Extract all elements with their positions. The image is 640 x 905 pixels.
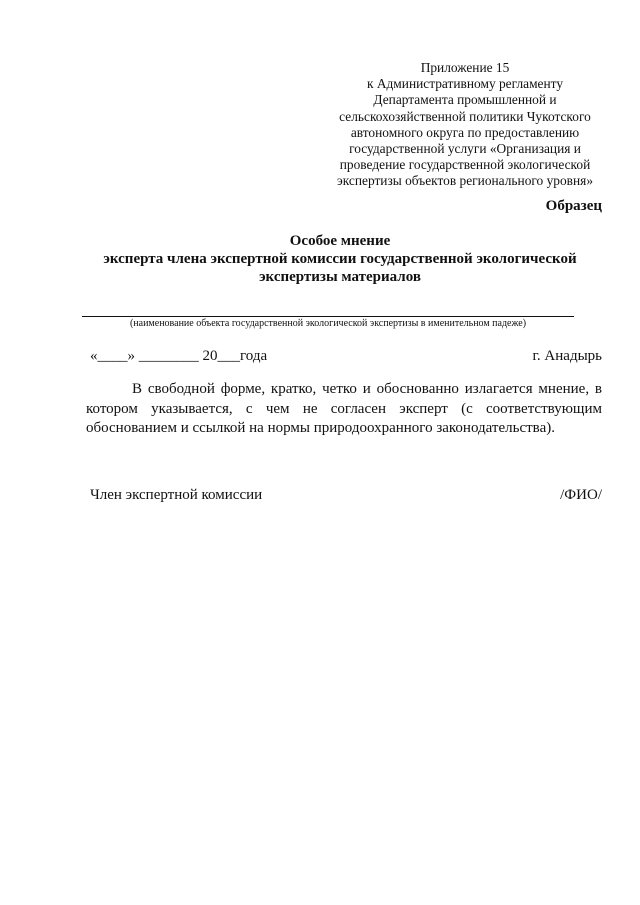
sample-label: Образец [545,198,602,214]
appendix-line: Департамента промышленной и [373,92,557,108]
object-name-underline [82,316,574,317]
document-title [40,232,640,286]
appendix-line: к Административному регламенту [366,76,564,92]
city-name: г. Анадырь [532,348,602,364]
title-line: экспертизы материалов [259,269,421,285]
appendix-line: государственной услуги «Организация и [349,141,581,157]
appendix-header [330,60,600,190]
commission-member-label: Член экспертной комиссии [90,487,263,503]
body-line: котором указывается, с чем не согласен эксперт (с соответствующим [86,400,602,417]
body-paragraph [86,380,602,439]
body-line: В свободной форме, кратко, четко и обоснованно излагается мнение, в [132,381,602,397]
date-line: «____» ________ 20___года [90,348,268,364]
body-line: обоснованием и ссылкой на нормы природоохранного законодательства). [86,420,555,436]
title-line: Особое мнение [289,233,391,249]
appendix-line: экспертизы объектов регионального уровня» [336,173,594,189]
appendix-line: сельскохозяйственной политики Чукотского [339,108,591,124]
title-line: эксперта члена экспертной комиссии государственной экологической [103,251,577,267]
fio-label: /ФИО/ [560,487,602,503]
appendix-line: проведение государственной экологической [339,157,591,173]
appendix-line: автономного округа по предоставлению [350,124,580,140]
object-name-caption: (наименование объекта государственной экологической экспертизы в именительном падеже) [129,318,527,329]
appendix-line: Приложение 15 [420,60,510,75]
